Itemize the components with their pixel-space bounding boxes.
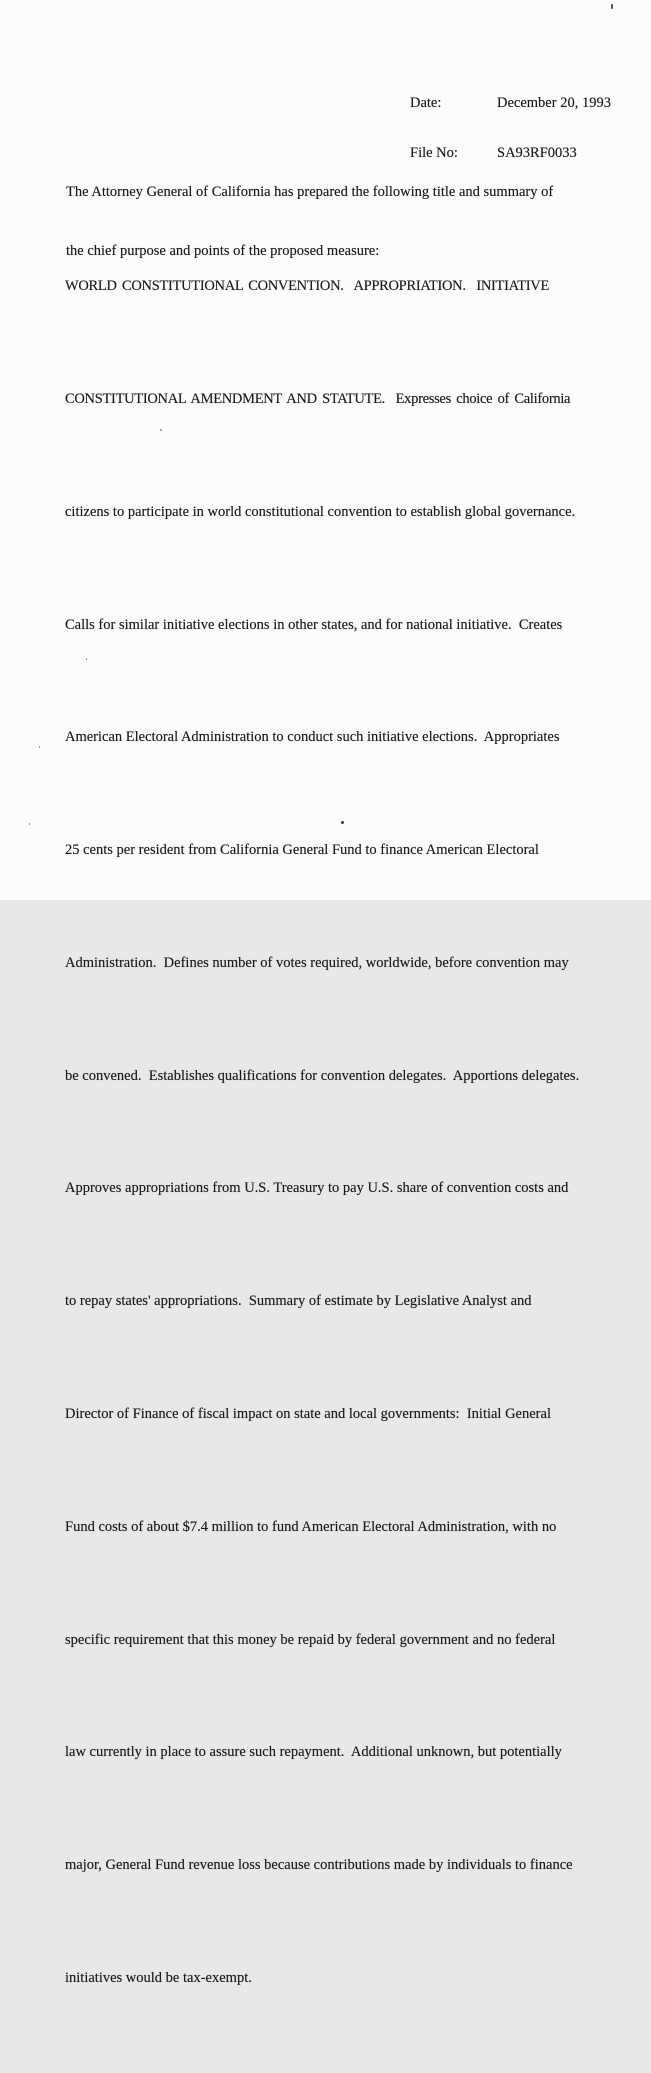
summary-line: be convened. Establishes qualifications for convention delegates. Apportions delegates. bbox=[65, 1067, 580, 1084]
summary-line: Administration. Defines number of votes required, worldwide, before convention may bbox=[65, 954, 569, 971]
scan-speck bbox=[86, 658, 87, 660]
file-no-value: SA93RF0033 bbox=[497, 144, 577, 161]
scan-speck bbox=[341, 821, 344, 824]
summary-line: WORLD CONSTITUTIONAL CONVENTION. APPROPRIATION. INITIATIVE bbox=[65, 278, 550, 295]
summary-line: citizens to participate in world constitutional convention to establish global governance. bbox=[65, 503, 576, 520]
summary-line: law currently in place to assure such repayment. Additional unknown, but potentially bbox=[65, 1744, 562, 1761]
summary-line: initiatives would be tax-exempt. bbox=[65, 1969, 252, 1986]
intro-line: The Attorney General of California has prepared the following title and summary of bbox=[66, 184, 554, 200]
scan-speck bbox=[39, 746, 40, 748]
summary-line: specific requirement that this money be repaid by federal government and no federal bbox=[65, 1631, 556, 1648]
summary-line: Approves appropriations from U.S. Treasury to pay U.S. share of convention costs and bbox=[65, 1180, 569, 1197]
scan-speck bbox=[160, 429, 162, 431]
summary-line: 25 cents per resident from California General Fund to finance American Electoral bbox=[65, 842, 539, 859]
summary-line: to repay states' appropriations. Summary of estimate by Legislative Analyst and bbox=[65, 1293, 532, 1310]
file-no-label: File No: bbox=[410, 144, 458, 161]
summary-line: Fund costs of about $7.4 million to fund American Electoral Administration, with no bbox=[65, 1518, 557, 1535]
date-label: Date: bbox=[410, 95, 442, 111]
scan-speck bbox=[29, 823, 30, 825]
intro-line: the chief purpose and points of the proposed measure: bbox=[66, 242, 380, 259]
measure-title-summary bbox=[65, 193, 579, 2073]
scan-speck bbox=[611, 4, 613, 9]
date-value: December 20, 1993 bbox=[497, 95, 611, 111]
summary-line: CONSTITUTIONAL AMENDMENT AND STATUTE. Expresses choice of California bbox=[65, 390, 571, 407]
summary-line: Director of Finance of fiscal impact on state and local governments: Initial General bbox=[65, 1406, 551, 1422]
date-row bbox=[410, 95, 611, 112]
summary-line: major, General Fund revenue loss because contributions made by individuals to finance bbox=[65, 1857, 573, 1874]
summary-line: Calls for similar initiative elections in other states, and for national initiative. Creates bbox=[65, 616, 563, 633]
summary-line: American Electoral Administration to conduct such initiative elections. Appropriates bbox=[65, 729, 560, 746]
